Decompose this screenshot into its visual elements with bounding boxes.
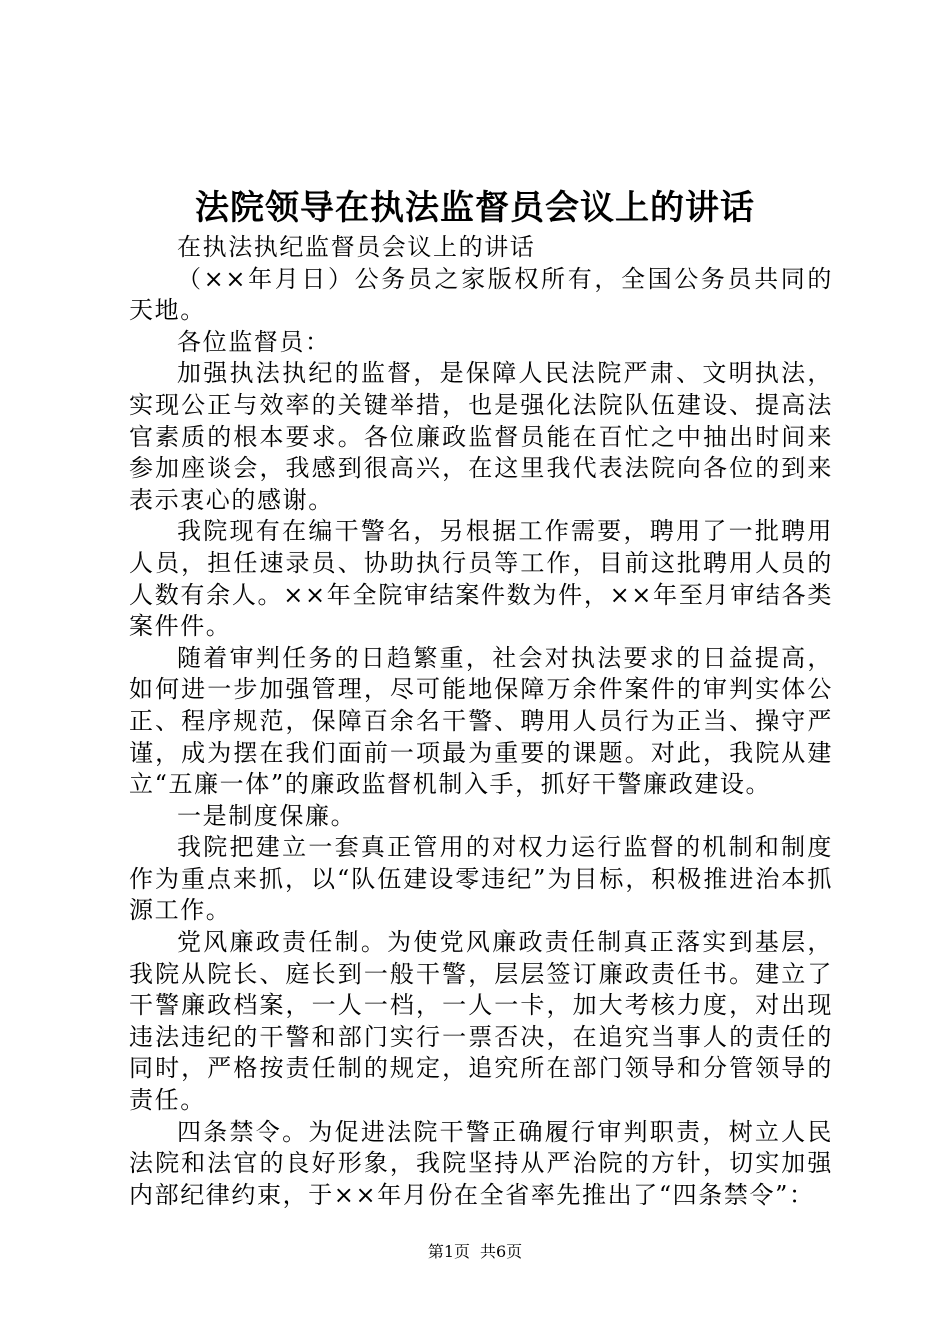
page-number: 第1页 [427, 1242, 470, 1261]
paragraph: 我院现有在编干警名，另根据工作需要，聘用了一批聘用人员，担任速录员、协助执行员等工作，目前这批聘用人员的人数有余人。××年全院审结案件数为件，××年至月审结各类案件件。 [129, 517, 833, 641]
paragraph: 四条禁令。为促进法院干警正确履行审判职责，树立人民法院和法官的良好形象，我院坚持从严治院的方针，切实加强内部纪律约束，于××年月份在全省率先推出了“四条禁令”： [129, 1117, 833, 1209]
page-total: 共6页 [480, 1242, 523, 1261]
paragraph: 一是制度保廉。 [177, 801, 357, 830]
paragraph: 各位监督员： [177, 327, 331, 356]
paragraph: （××年月日）公务员之家版权所有，全国公务员共同的天地。 [129, 264, 833, 325]
paragraph: 在执法执纪监督员会议上的讲话 [177, 233, 536, 261]
page-footer [0, 1240, 950, 1264]
document-body [129, 232, 833, 1211]
paragraph: 随着审判任务的日趋繁重，社会对执法要求的日益提高，如何进一步加强管理，尽可能地保障万余件案件的审判实体公正、程序规范，保障百余名干警、聘用人员行为正当、操守严谨，成为摆在我们面前一项最为重要的课题。对此，我院从建立“五廉一体”的廉政监督机制入手，抓好干警廉政建设。 [129, 643, 833, 799]
paragraph: 我院把建立一套真正管用的对权力运行监督的机制和制度作为重点来抓，以“队伍建设零违纪”为目标，积极推进治本抓源工作。 [129, 833, 833, 925]
paragraph: 党风廉政责任制。为使党风廉政责任制真正落实到基层，我院从院长、庭长到一般干警，层层签订廉政责任书。建立了干警廉政档案，一人一档，一人一卡，加大考核力度，对出现违法违纪的干警和部门实行一票否决，在追究当事人的责任的同时，严格按责任制的规定，追究所在部门领导和分管领导的责任。 [129, 928, 833, 1115]
document-title: 法院领导在执法监督员会议上的讲话 [195, 188, 755, 228]
paragraph: 加强执法执纪的监督，是保障人民法院严肃、文明执法，实现公正与效率的关键举措，也是强化法院队伍建设、提高法官素质的根本要求。各位廉政监督员能在百忙之中抽出时间来参加座谈会，我感到很高兴，在这里我代表法院向各位的到来表示衷心的感谢。 [129, 359, 833, 514]
